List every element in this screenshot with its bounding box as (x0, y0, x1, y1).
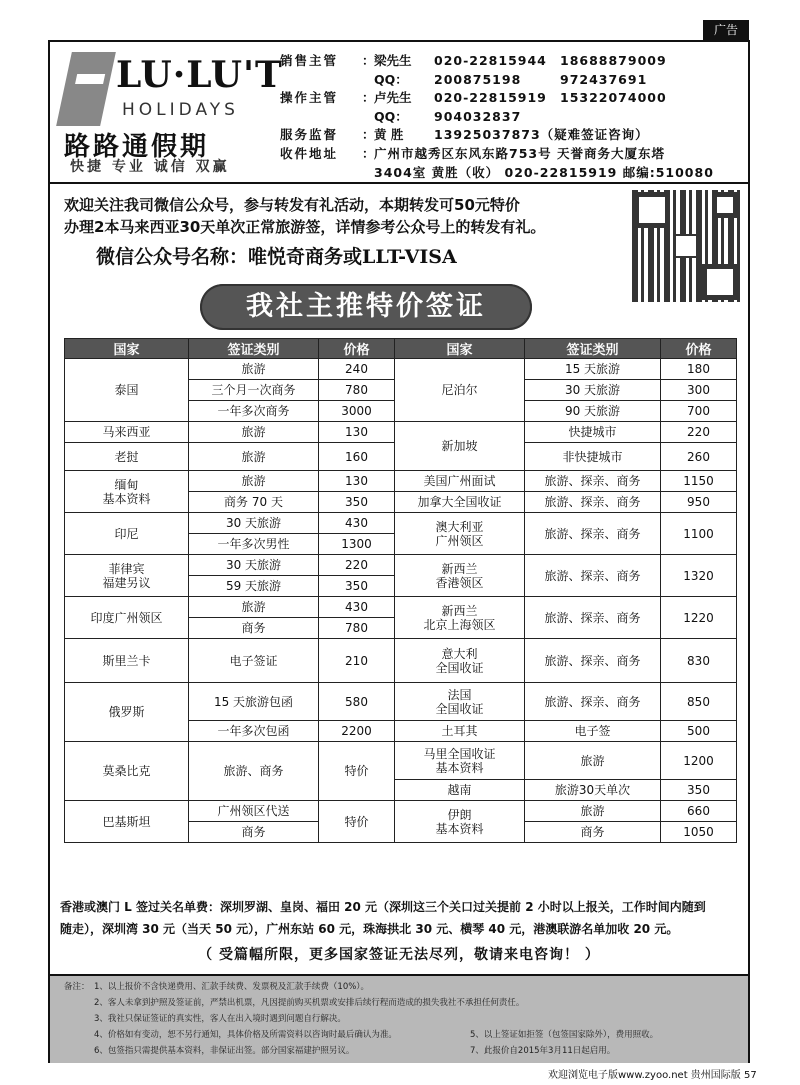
country-cell: 莫桑比克 (65, 742, 189, 801)
table-row (65, 555, 737, 576)
price-cell: 1050 (661, 822, 737, 843)
visa-type-cell: 一年多次包函 (189, 721, 319, 742)
price-cell: 850 (661, 683, 737, 721)
footnote-line-1: 香港或澳门 L 签过关名单费：深圳罗湖、皇岗、福田 20 元（深圳这三个关口过关提前 2 小时以上报关，工作时间内随到 (60, 900, 706, 914)
country-name: 新西兰 (441, 561, 478, 576)
contact-name: 黄 胜 (374, 127, 404, 143)
contact-qq: 200875198 (434, 71, 522, 87)
contact-phone: 020-22815944 (434, 53, 547, 68)
visa-type-cell: 旅游、探亲、商务 (525, 492, 661, 513)
country-cell (65, 555, 189, 597)
remarks-title: 备注： (64, 982, 90, 992)
country-cell: 尼泊尔 (395, 359, 525, 422)
country-cell: 俄罗斯 (65, 683, 189, 742)
logo-holidays: HOLIDAYS (122, 100, 239, 120)
country-cell: 泰国 (65, 359, 189, 422)
logo-cn-name: 路路通假期 (64, 132, 210, 162)
price-cell: 1100 (661, 513, 737, 555)
price-cell: 240 (319, 359, 395, 380)
price-cell: 3000 (319, 401, 395, 422)
price-cell: 特价 (319, 742, 395, 801)
visa-type-cell: 15 天旅游 (525, 359, 661, 380)
country-note: 全国收证 (435, 660, 484, 675)
country-cell: 加拿大全国收证 (395, 492, 525, 513)
visa-type-cell: 旅游、探亲、商务 (525, 683, 661, 721)
country-cell: 新加坡 (395, 422, 525, 471)
visa-type-cell: 商务 70 天 (189, 492, 319, 513)
price-cell: 660 (661, 801, 737, 822)
remark-item: 7、此报价自2015年3月11日起启用。 (470, 1046, 616, 1056)
price-cell: 1320 (661, 555, 737, 597)
contact-list (280, 52, 740, 182)
visa-type-cell: 非快捷城市 (525, 443, 661, 471)
col-header: 签证类别 (525, 339, 661, 359)
contact-label: 操作主管 (280, 90, 339, 106)
contact-label: 销售主管 (280, 53, 339, 68)
country-cell (395, 597, 525, 639)
visa-type-cell: 30 天旅游 (525, 380, 661, 401)
price-cell: 500 (661, 721, 737, 742)
price-cell: 1220 (661, 597, 737, 639)
visa-type-cell: 商务 (525, 822, 661, 843)
table-row (65, 742, 737, 780)
country-cell (395, 742, 525, 780)
country-name: 伊朗 (447, 807, 472, 822)
contact-qq: 972437691 (560, 71, 648, 87)
country-cell: 印度广州领区 (65, 597, 189, 639)
visa-type-cell: 快捷城市 (525, 422, 661, 443)
visa-type-cell: 旅游 (189, 359, 319, 380)
contact-phone: 020-22815919 (434, 90, 547, 106)
visa-type-cell: 三个月一次商务 (189, 380, 319, 401)
col-header: 国家 (65, 339, 189, 359)
visa-type-cell: 旅游 (525, 742, 661, 780)
qr-code-icon[interactable] (632, 190, 740, 302)
visa-type-cell: 15 天旅游包函 (189, 683, 319, 721)
price-cell: 430 (319, 513, 395, 534)
qr-corner (712, 192, 738, 218)
country-cell: 土耳其 (395, 721, 525, 742)
visa-type-cell: 旅游 (525, 801, 661, 822)
country-cell (395, 639, 525, 683)
visa-type-cell: 旅游、探亲、商务 (525, 639, 661, 683)
table-row (65, 422, 737, 443)
country-name: 菲律宾 (108, 561, 145, 576)
country-note: 基本资料 (435, 821, 484, 836)
page-footer: 欢迎浏览电子版www.zyoo.net 贵州国际版 57 (548, 1070, 757, 1081)
contact-label: 收件地址 (280, 145, 339, 161)
country-cell (395, 683, 525, 721)
price-cell: 300 (661, 380, 737, 401)
ad-frame (48, 40, 750, 1063)
price-cell: 430 (319, 597, 395, 618)
col-header: 国家 (395, 339, 525, 359)
contact-row: 销售主管 ：梁先生 020-22815944 18688879009 (280, 52, 740, 71)
price-cell: 950 (661, 492, 737, 513)
country-cell (395, 513, 525, 555)
logo-brand: LU·LU'T (116, 54, 283, 96)
remark-item: 3、我社只保证签证的真实性，客人在出入境时遇到问题自行解决。 (94, 1014, 346, 1024)
contact-address-line2: 3404室 黄胜（收） 020-22815919 邮编:510080 (374, 164, 714, 180)
contact-row: 收件地址 ：广州市越秀区东风东路753号 天誉商务大厦东塔 (280, 145, 740, 164)
price-cell: 780 (319, 380, 395, 401)
country-name: 法国 (447, 687, 472, 702)
country-cell (65, 471, 189, 513)
contact-mobile: 15322074000 (560, 90, 667, 106)
price-cell: 780 (319, 618, 395, 639)
visa-type-cell: 旅游、商务 (189, 742, 319, 801)
country-note: 福建另议 (102, 575, 151, 590)
country-name: 马里全国收证 (423, 746, 496, 761)
contact-phone: 13925037873（疑难签证咨询） (434, 127, 649, 143)
visa-price-table (64, 338, 737, 843)
remark-item: 1、以上报价不含快递费用、汇款手续费、发票税及汇款手续费（10%）。 (94, 982, 370, 992)
price-cell: 260 (661, 443, 737, 471)
contact-row: 操作主管 ：卢先生 020-22815919 15322074000 (280, 89, 740, 108)
visa-type-cell: 电子签 (525, 721, 661, 742)
table-row (65, 597, 737, 618)
country-note: 基本资料 (102, 491, 151, 506)
country-cell: 美国广州面试 (395, 471, 525, 492)
col-header: 价格 (319, 339, 395, 359)
country-name: 缅甸 (114, 477, 139, 492)
price-cell: 130 (319, 471, 395, 492)
visa-type-cell: 59 天旅游 (189, 576, 319, 597)
table-row (65, 639, 737, 683)
visa-type-cell: 旅游30天单次 (525, 780, 661, 801)
price-cell: 220 (319, 555, 395, 576)
footnote-line-2: 随走），深圳湾 30 元（当天 50 元），广州东站 60 元，珠海拱北 30 元、横琴 40 元，港澳联游名单加收 20 元。 (60, 922, 679, 936)
price-cell: 210 (319, 639, 395, 683)
price-cell: 1300 (319, 534, 395, 555)
contact-row (280, 108, 740, 127)
country-cell: 越南 (395, 780, 525, 801)
space-limit-notice: （ 受篇幅所限，更多国家签证无法尽列，敬请来电咨询！ ） (198, 947, 600, 963)
contact-row (280, 164, 740, 183)
country-cell: 印尼 (65, 513, 189, 555)
col-header: 价格 (661, 339, 737, 359)
promo-line-1: 欢迎关注我司微信公众号，参与转发有礼活动，本期转发可50元特价 (64, 196, 520, 214)
visa-type-cell: 旅游、探亲、商务 (525, 555, 661, 597)
qr-center (674, 234, 698, 258)
contact-row: 服务监督 ：黄 胜 13925037873（疑难签证咨询） (280, 126, 740, 145)
contact-name: QQ： (374, 71, 408, 87)
country-note: 全国收证 (435, 701, 484, 716)
contact-name: QQ： (374, 108, 408, 124)
visa-type-cell: 旅游、探亲、商务 (525, 471, 661, 492)
visa-type-cell: 商务 (189, 822, 319, 843)
remark-item: 2、客人未拿到护照及签证前，严禁出机票，凡因提前购买机票或安排后续行程而造成的损失我社不承担任何责任。 (94, 998, 525, 1008)
logo (56, 48, 283, 178)
country-note: 香港领区 (435, 575, 484, 590)
contact-label: 服务监督 (280, 127, 339, 143)
contact-name: 梁先生 (374, 53, 412, 68)
table-row (65, 801, 737, 822)
visa-type-cell: 一年多次商务 (189, 401, 319, 422)
ad-tag: 广告 (703, 20, 749, 40)
promo-line-2: 办理2本马来西亚30天单次正常旅游签，详情参考公众号上的转发有礼。 (64, 218, 546, 236)
remark-item: 6、包签指只需提供基本资料，非保证出签。部分国家福建护照另议。 (94, 1046, 355, 1056)
logo-s-icon (56, 52, 116, 126)
country-note: 广州领区 (435, 533, 484, 548)
price-cell: 220 (661, 422, 737, 443)
country-cell: 老挝 (65, 443, 189, 471)
price-cell: 350 (319, 576, 395, 597)
remark-item: 4、价格如有变动，恕不另行通知，具体价格及所需资料以咨询时最后确认为准。 (94, 1030, 397, 1040)
price-cell: 350 (319, 492, 395, 513)
visa-type-cell: 30 天旅游 (189, 555, 319, 576)
price-cell: 1150 (661, 471, 737, 492)
contact-name: 卢先生 (374, 90, 412, 106)
price-cell: 580 (319, 683, 395, 721)
col-header: 签证类别 (189, 339, 319, 359)
country-note: 北京上海领区 (423, 617, 496, 632)
visa-type-cell: 90 天旅游 (525, 401, 661, 422)
price-cell: 2200 (319, 721, 395, 742)
visa-type-cell: 旅游、探亲、商务 (525, 597, 661, 639)
transit-fee-note (60, 896, 740, 940)
country-cell (395, 801, 525, 843)
contact-mobile: 18688879009 (560, 53, 667, 68)
price-cell: 350 (661, 780, 737, 801)
visa-type-cell: 30 天旅游 (189, 513, 319, 534)
country-cell (395, 555, 525, 597)
table-row (65, 471, 737, 492)
visa-type-cell: 旅游 (189, 422, 319, 443)
price-cell: 特价 (319, 801, 395, 843)
visa-type-cell: 旅游 (189, 597, 319, 618)
country-name: 意大利 (441, 646, 478, 661)
country-cell: 斯里兰卡 (65, 639, 189, 683)
price-cell: 1200 (661, 742, 737, 780)
visa-type-cell: 旅游、探亲、商务 (525, 513, 661, 555)
header (50, 42, 748, 184)
visa-type-cell: 电子签证 (189, 639, 319, 683)
visa-type-cell: 一年多次男性 (189, 534, 319, 555)
table-row (65, 513, 737, 534)
country-note: 基本资料 (435, 760, 484, 775)
visa-type-cell: 旅游 (189, 471, 319, 492)
table-row (65, 359, 737, 380)
visa-type-cell: 旅游 (189, 443, 319, 471)
price-cell: 830 (661, 639, 737, 683)
table-row (65, 683, 737, 721)
price-cell: 130 (319, 422, 395, 443)
visa-type-cell: 广州领区代送 (189, 801, 319, 822)
table-header-row (65, 339, 737, 359)
contact-address: 广州市越秀区东风东路753号 天誉商务大厦东塔 (374, 145, 665, 161)
visa-type-cell: 商务 (189, 618, 319, 639)
country-name: 新西兰 (441, 603, 478, 618)
price-cell: 700 (661, 401, 737, 422)
logo-slogan: 快捷 专业 诚信 双赢 (70, 159, 230, 175)
remarks-box (50, 974, 748, 1063)
contact-qq: 904032837 (434, 108, 522, 124)
wechat-account: 微信公众号名称：唯悦奇商务或LLT-VISA (96, 246, 457, 268)
contact-row (280, 71, 740, 90)
promo-section (50, 184, 748, 339)
country-name: 澳大利亚 (435, 519, 484, 534)
price-cell: 160 (319, 443, 395, 471)
featured-visa-banner: 我社主推特价签证 (200, 284, 532, 330)
price-cell: 180 (661, 359, 737, 380)
country-cell: 巴基斯坦 (65, 801, 189, 843)
remark-item: 5、以上签证如拒签（包签国家除外），费用照收。 (470, 1030, 659, 1040)
country-cell: 马来西亚 (65, 422, 189, 443)
